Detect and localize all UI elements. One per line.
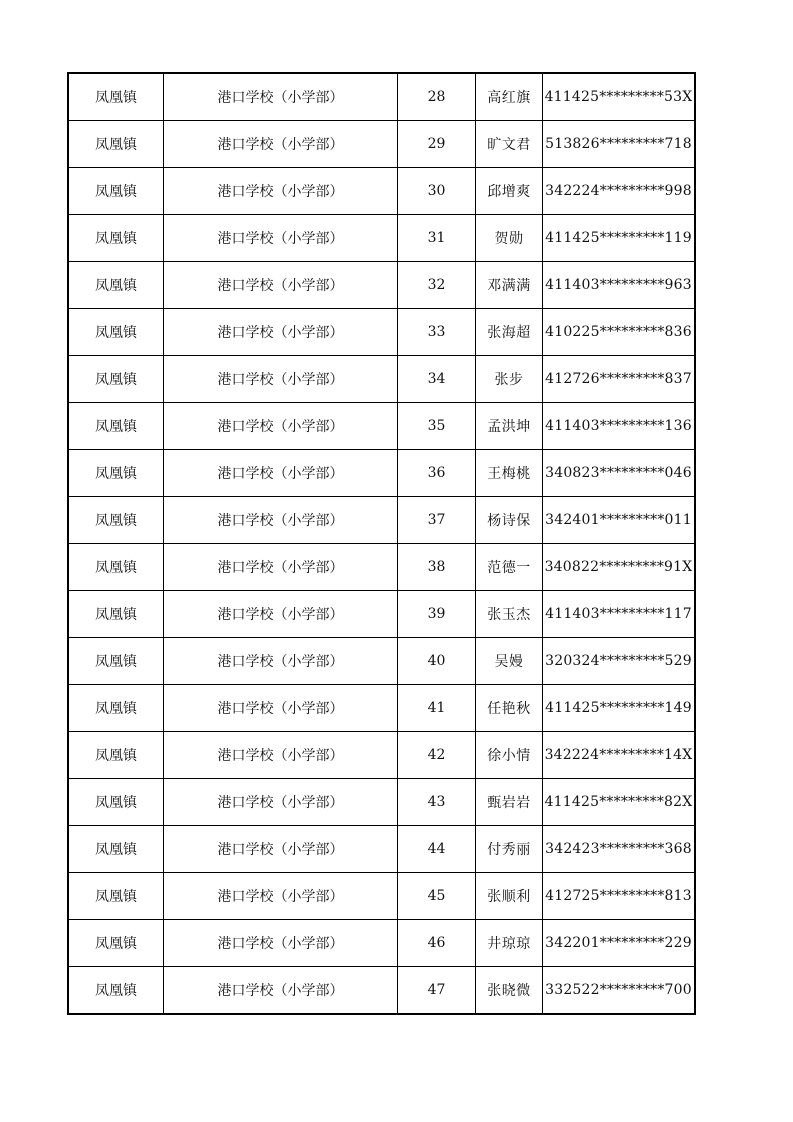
table-row [68,779,695,826]
town-cell: 凤凰镇 [68,356,164,403]
table-row [68,450,695,497]
person-name-cell: 旷文君 [476,121,543,168]
person-name-cell: 邓满满 [476,262,543,309]
town-cell: 凤凰镇 [68,121,164,168]
sequence-number-cell: 41 [398,685,476,732]
school-cell: 港口学校（小学部） [164,873,398,920]
sequence-number-cell: 39 [398,591,476,638]
person-name-cell: 甄岩岩 [476,779,543,826]
school-cell: 港口学校（小学部） [164,262,398,309]
sequence-number-cell: 42 [398,732,476,779]
person-name-cell: 张海超 [476,309,543,356]
id-number-cell: 411403*********136 [543,403,696,450]
town-cell: 凤凰镇 [68,732,164,779]
sequence-number-cell: 36 [398,450,476,497]
id-number-cell: 411403*********117 [543,591,696,638]
person-name-cell: 任艳秋 [476,685,543,732]
town-cell: 凤凰镇 [68,826,164,873]
table-row [68,685,695,732]
school-cell: 港口学校（小学部） [164,356,398,403]
person-name-cell: 王梅桃 [476,450,543,497]
person-name-cell: 杨诗保 [476,497,543,544]
table-row [68,732,695,779]
id-number-cell: 411425*********119 [543,215,696,262]
school-cell: 港口学校（小学部） [164,826,398,873]
school-cell: 港口学校（小学部） [164,591,398,638]
sequence-number-cell: 31 [398,215,476,262]
sequence-number-cell: 29 [398,121,476,168]
town-cell: 凤凰镇 [68,638,164,685]
person-name-cell: 张玉杰 [476,591,543,638]
town-cell: 凤凰镇 [68,497,164,544]
person-name-cell: 吴嫚 [476,638,543,685]
id-number-cell: 340822*********91X [543,544,696,591]
id-number-cell: 320324*********529 [543,638,696,685]
table-row [68,309,695,356]
id-number-cell: 412726*********837 [543,356,696,403]
table-row [68,215,695,262]
person-name-cell: 井琼琼 [476,920,543,967]
town-cell: 凤凰镇 [68,73,164,121]
person-name-cell: 范德一 [476,544,543,591]
school-cell: 港口学校（小学部） [164,450,398,497]
school-cell: 港口学校（小学部） [164,779,398,826]
table-row [68,638,695,685]
table-row [68,591,695,638]
id-number-cell: 332522*********700 [543,967,696,1015]
sequence-number-cell: 45 [398,873,476,920]
roster-table [67,72,696,1015]
school-cell: 港口学校（小学部） [164,403,398,450]
id-number-cell: 342201*********229 [543,920,696,967]
school-cell: 港口学校（小学部） [164,73,398,121]
town-cell: 凤凰镇 [68,591,164,638]
id-number-cell: 411403*********963 [543,262,696,309]
person-name-cell: 贺勋 [476,215,543,262]
school-cell: 港口学校（小学部） [164,732,398,779]
town-cell: 凤凰镇 [68,450,164,497]
sequence-number-cell: 40 [398,638,476,685]
table-row [68,262,695,309]
id-number-cell: 342423*********368 [543,826,696,873]
id-number-cell: 513826*********718 [543,121,696,168]
id-number-cell: 410225*********836 [543,309,696,356]
table-row [68,873,695,920]
table-row [68,497,695,544]
school-cell: 港口学校（小学部） [164,685,398,732]
sequence-number-cell: 28 [398,73,476,121]
person-name-cell: 徐小情 [476,732,543,779]
table-row [68,544,695,591]
sequence-number-cell: 33 [398,309,476,356]
id-number-cell: 340823*********046 [543,450,696,497]
table-row [68,168,695,215]
town-cell: 凤凰镇 [68,873,164,920]
person-name-cell: 张步 [476,356,543,403]
sequence-number-cell: 34 [398,356,476,403]
sequence-number-cell: 30 [398,168,476,215]
person-name-cell: 孟洪坤 [476,403,543,450]
town-cell: 凤凰镇 [68,685,164,732]
table-row [68,920,695,967]
id-number-cell: 342224*********998 [543,168,696,215]
town-cell: 凤凰镇 [68,779,164,826]
sequence-number-cell: 43 [398,779,476,826]
id-number-cell: 411425*********149 [543,685,696,732]
table-row [68,121,695,168]
school-cell: 港口学校（小学部） [164,497,398,544]
sequence-number-cell: 32 [398,262,476,309]
school-cell: 港口学校（小学部） [164,638,398,685]
sequence-number-cell: 46 [398,920,476,967]
id-number-cell: 412725*********813 [543,873,696,920]
id-number-cell: 411425*********53X [543,73,696,121]
sequence-number-cell: 47 [398,967,476,1015]
school-cell: 港口学校（小学部） [164,215,398,262]
person-name-cell: 张顺利 [476,873,543,920]
id-number-cell: 342224*********14X [543,732,696,779]
school-cell: 港口学校（小学部） [164,121,398,168]
town-cell: 凤凰镇 [68,967,164,1015]
town-cell: 凤凰镇 [68,309,164,356]
school-cell: 港口学校（小学部） [164,544,398,591]
town-cell: 凤凰镇 [68,215,164,262]
table-row [68,826,695,873]
sequence-number-cell: 44 [398,826,476,873]
id-number-cell: 411425*********82X [543,779,696,826]
table-row [68,356,695,403]
person-name-cell: 邱增爽 [476,168,543,215]
school-cell: 港口学校（小学部） [164,967,398,1015]
town-cell: 凤凰镇 [68,403,164,450]
table-row [68,73,695,121]
sequence-number-cell: 35 [398,403,476,450]
table-row [68,403,695,450]
town-cell: 凤凰镇 [68,920,164,967]
school-cell: 港口学校（小学部） [164,309,398,356]
person-name-cell: 高红旗 [476,73,543,121]
table-row [68,967,695,1015]
sequence-number-cell: 38 [398,544,476,591]
town-cell: 凤凰镇 [68,544,164,591]
roster-table-body [68,73,695,1014]
person-name-cell: 张晓微 [476,967,543,1015]
town-cell: 凤凰镇 [68,168,164,215]
id-number-cell: 342401*********011 [543,497,696,544]
sequence-number-cell: 37 [398,497,476,544]
school-cell: 港口学校（小学部） [164,920,398,967]
town-cell: 凤凰镇 [68,262,164,309]
school-cell: 港口学校（小学部） [164,168,398,215]
person-name-cell: 付秀丽 [476,826,543,873]
